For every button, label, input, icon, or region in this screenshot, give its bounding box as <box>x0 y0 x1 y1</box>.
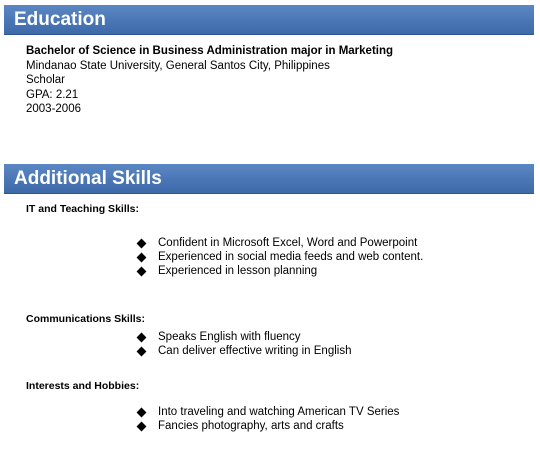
skill-group-title-it-teaching: IT and Teaching Skills: <box>26 203 139 215</box>
list-item <box>136 330 351 344</box>
diamond-bullet-icon <box>137 332 147 342</box>
list-item-text: Into traveling and watching American TV Series <box>158 406 400 418</box>
list-item-text: Can deliver effective writing in English <box>158 345 352 357</box>
list-item-text: Confident in Microsoft Excel, Word and Powerpoint <box>158 237 418 249</box>
skill-group-title-communications: Communications Skills: <box>26 313 146 325</box>
list-item <box>136 419 399 433</box>
diamond-bullet-icon <box>137 346 147 356</box>
honor-label: Scholar <box>26 74 65 86</box>
skill-list-it-teaching <box>136 236 423 278</box>
skill-group-title-interests-hobbies: Interests and Hobbies: <box>26 380 140 392</box>
diamond-bullet-icon <box>137 252 147 262</box>
diamond-bullet-icon <box>137 266 147 276</box>
diamond-bullet-icon <box>137 238 147 248</box>
diamond-bullet-icon <box>137 407 147 417</box>
list-item <box>136 250 423 264</box>
school-name: Mindanao State University, General Santos City, Philippines <box>26 59 330 72</box>
list-item-text: Experienced in lesson planning <box>158 265 318 277</box>
list-item <box>136 344 351 358</box>
education-entry <box>26 44 393 117</box>
education-section-header: Education <box>4 5 534 35</box>
skill-list-communications <box>136 330 351 358</box>
list-item-text: Fancies photography, arts and crafts <box>158 420 344 432</box>
list-item-text: Speaks English with fluency <box>158 331 301 343</box>
additional-skills-section-header: Additional Skills <box>4 164 534 194</box>
gpa-value: GPA: 2.21 <box>26 88 79 101</box>
years-attended: 2003-2006 <box>26 103 81 115</box>
list-item <box>136 236 423 250</box>
list-item <box>136 405 399 419</box>
degree-title: Bachelor of Science in Business Administration major in Marketing <box>26 45 394 57</box>
list-item-text: Experienced in social media feeds and web content. <box>158 251 424 263</box>
diamond-bullet-icon <box>137 421 147 431</box>
list-item <box>136 264 423 278</box>
skill-list-interests-hobbies <box>136 405 399 433</box>
